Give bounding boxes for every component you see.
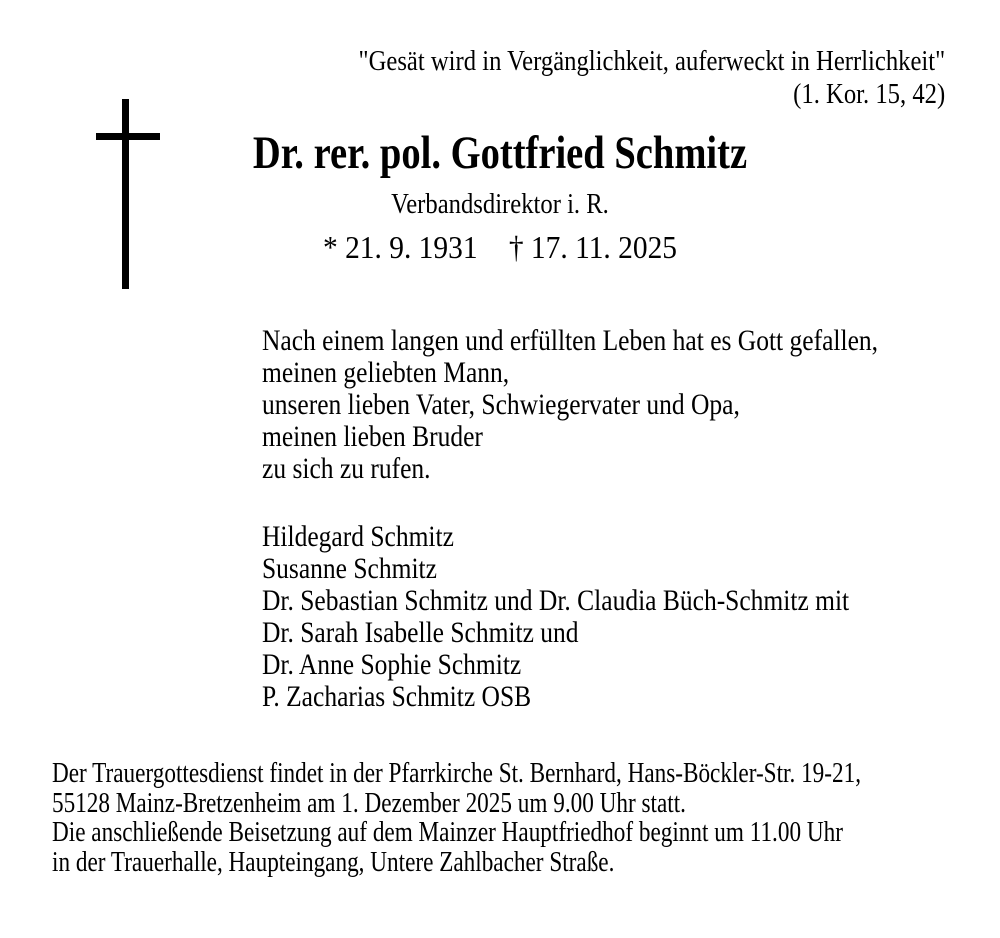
deceased-occupation: Verbandsdirektor i. R. (391, 188, 609, 220)
mourner-line: Dr. Sebastian Schmitz und Dr. Claudia Büch-Schmitz mit (262, 584, 850, 617)
mourner-line: Susanne Schmitz (262, 552, 437, 585)
mourners-block (262, 521, 849, 713)
mourner-line: P. Zacharias Schmitz OSB (262, 680, 532, 713)
service-info-line: in der Trauerhalle, Haupteingang, Untere Zahlbacher Straße. (52, 845, 615, 878)
announcement-line: meinen geliebten Mann, (262, 356, 510, 389)
service-info-line: 55128 Mainz-Bretzenheim am 1. Dezember 2025 um 9.00 Uhr statt. (52, 786, 686, 819)
service-info-block (52, 759, 861, 877)
announcement-line: meinen lieben Bruder (262, 420, 483, 453)
scripture-block (358, 45, 945, 111)
scripture-reference: (1. Kor. 15, 42) (792, 78, 945, 110)
mourner-line: Hildegard Schmitz (262, 520, 454, 553)
service-info-line: Der Trauergottesdienst findet in der Pfarrkirche St. Bernhard, Hans-Böckler-Str. 19-21, (52, 757, 861, 789)
announcement-line: Nach einem langen und erfüllten Leben hat es Gott gefallen, (262, 324, 879, 357)
announcement-block (262, 325, 878, 485)
scripture-quote: "Gesät wird in Vergänglichkeit, auferweckt in Herrlichkeit" (358, 45, 945, 77)
announcement-line: zu sich zu rufen. (262, 452, 431, 485)
mourner-line: Dr. Anne Sophie Schmitz (262, 648, 522, 681)
mourner-line: Dr. Sarah Isabelle Schmitz und (262, 616, 579, 649)
life-dates (40, 230, 960, 264)
deceased-name: Dr. rer. pol. Gottfried Schmitz (252, 127, 748, 179)
birth-date: * 21. 9. 1931 (322, 229, 478, 265)
service-info-line: Die anschließende Beisetzung auf dem Mainzer Hauptfriedhof beginnt um 11.00 Uhr (52, 816, 843, 848)
death-date: † 17. 11. 2025 (508, 229, 678, 265)
announcement-line: unseren lieben Vater, Schwiegervater und Opa, (262, 388, 740, 421)
